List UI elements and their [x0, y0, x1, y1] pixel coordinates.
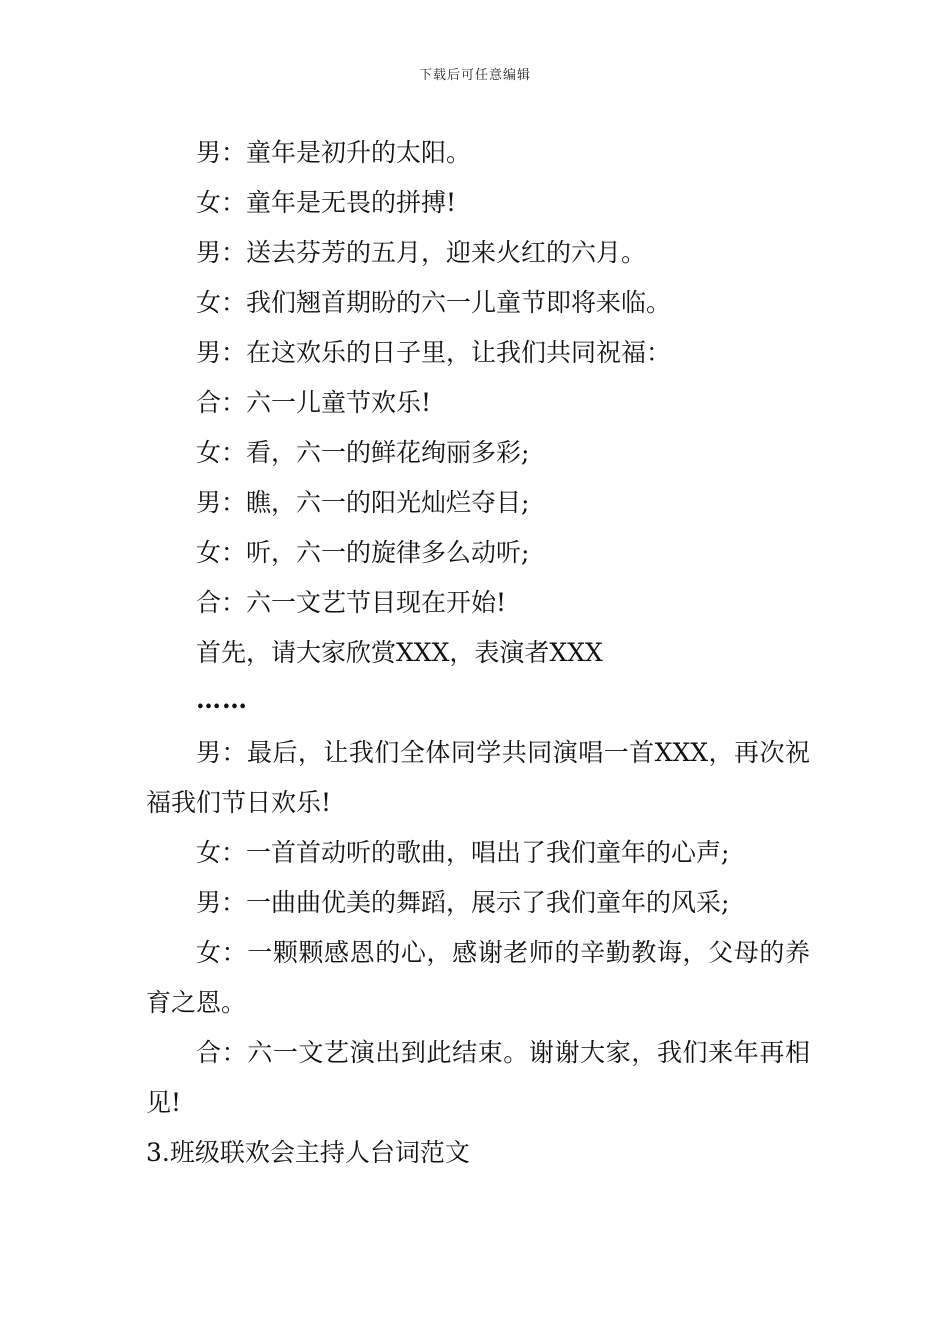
dialogue-line: 女：童年是无畏的拼搏! [196, 188, 457, 217]
dialogue-line: 女：我们翘首期盼的六一儿童节即将来临。 [196, 288, 672, 317]
closing-paragraph: 男：最后，让我们全体同学共同演唱一首XXX，再次祝福我们节日欢乐! [146, 738, 810, 817]
closing-paragraph: 女：一首首动听的歌曲，唱出了我们童年的心声; [196, 838, 730, 867]
dialogue-line: 女：听，六一的旋律多么动听; [196, 538, 530, 567]
closing-paragraph: 合：六一文艺演出到此结束。谢谢大家，我们来年再相见! [146, 1038, 810, 1117]
dialogue-line: 合：六一儿童节欢乐! [196, 388, 432, 417]
dialogue-line: 男：在这欢乐的日子里，让我们共同祝福： [196, 338, 672, 367]
ellipsis: …… [196, 685, 248, 714]
dialogue-line: 男：送去芬芳的五月，迎来火红的六月。 [196, 238, 647, 267]
dialogue-line: 合：六一文艺节目现在开始! [196, 588, 507, 617]
dialogue-line: 女：看，六一的鲜花绚丽多彩; [196, 438, 530, 467]
closing-paragraph: 女：一颗颗感恩的心，感谢老师的辛勤教诲，父母的养育之恩。 [146, 938, 810, 1017]
closing-paragraph: 男：一曲曲优美的舞蹈，展示了我们童年的风采; [196, 888, 730, 917]
section-heading: 3.班级联欢会主持人台词范文 [146, 1138, 470, 1167]
dialogue-line: 男：瞧，六一的阳光灿烂夺目; [196, 488, 530, 517]
page-header: 下载后可任意编辑 [418, 68, 531, 83]
document-body [146, 128, 810, 1178]
dialogue-line: 男：童年是初升的太阳。 [196, 138, 472, 167]
dialogue-line: 首先，请大家欣赏XXX，表演者XXX [196, 638, 603, 667]
